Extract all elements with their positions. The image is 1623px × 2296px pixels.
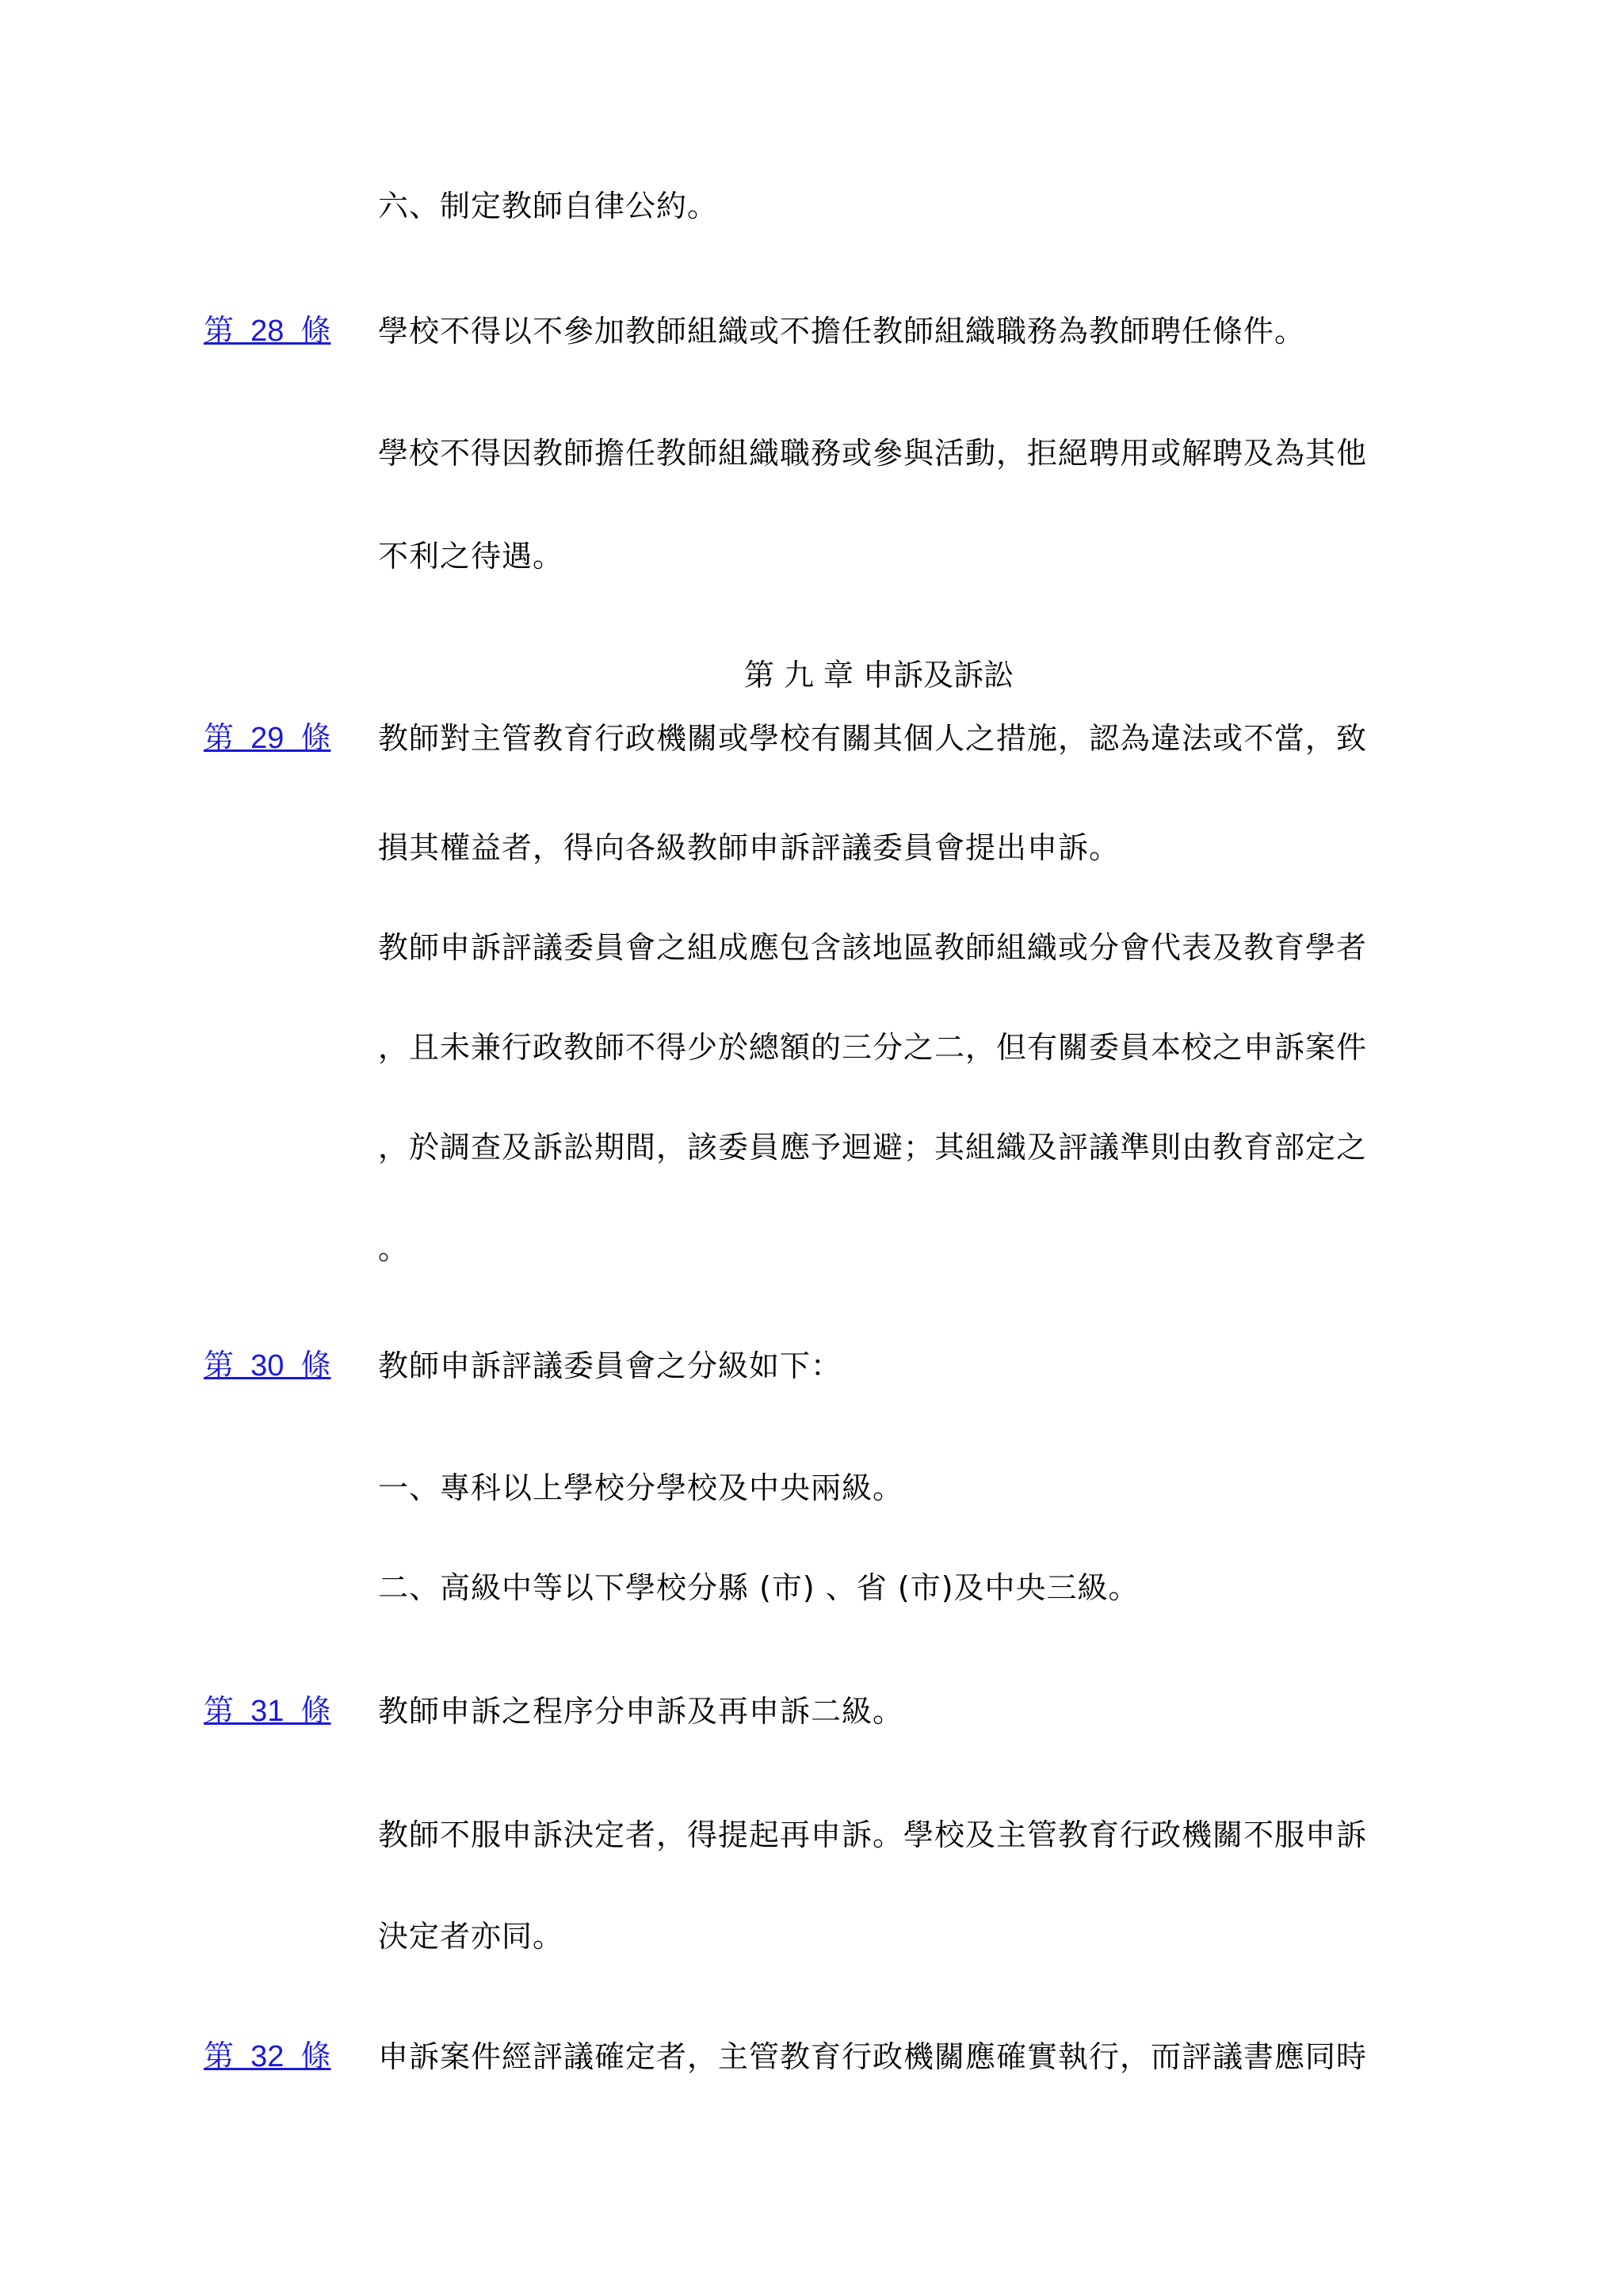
article-30-item-1: 一、專科以上學校分學校及中央兩級。 [378, 1470, 904, 1505]
article-29-link[interactable]: 第 29 條 [204, 722, 331, 755]
article-30-item-2: 二、高級中等以下學校分縣 (市) 、省 (市)及中央三級。 [378, 1570, 1140, 1605]
article-31-paragraph-1: 教師申訴之程序分申訴及再申訴二級。 [378, 1694, 904, 1729]
chapter-heading-text: 第 九 章 申訴及訴訟 [743, 658, 1014, 692]
article-28-paragraph-1: 學校不得以不參加教師組織或不擔任教師組織職務為教師聘任條件。 [378, 314, 1306, 349]
article-29-paragraph-2-line-4: 。 [378, 1231, 410, 1266]
article-29-paragraph-2-line-2: ，且未兼行政教師不得少於總額的三分之二，但有關委員本校之申訴案件 [378, 1030, 1368, 1065]
clause-6-text: 六、制定教師自律公約。 [378, 189, 719, 223]
article-29-paragraph-2-line-1: 教師申訴評議委員會之組成應包含該地區教師組織或分會代表及教育學者 [378, 930, 1368, 965]
article-29-paragraph-2-line-3: ，於調查及訴訟期間，該委員應予迴避；其組織及評議準則由教育部定之 [378, 1130, 1368, 1165]
article-32-paragraph-1: 申訴案件經評議確定者，主管教育行政機關應確實執行，而評議書應同時 [378, 2039, 1368, 2074]
article-30-link[interactable]: 第 30 條 [204, 1349, 331, 1383]
article-29-paragraph-1-line-2: 損其權益者，得向各級教師申訴評議委員會提出申訴。 [378, 830, 1121, 865]
article-29-paragraph-1-line-1: 教師對主管教育行政機關或學校有關其個人之措施，認為違法或不當，致 [378, 721, 1368, 756]
article-28-paragraph-2-line-1: 學校不得因教師擔任教師組織職務或參與活動，拒絕聘用或解聘及為其他 [378, 436, 1368, 471]
article-28-paragraph-2-line-2: 不利之待遇。 [378, 539, 564, 574]
article-30-intro: 教師申訴評議委員會之分級如下： [378, 1348, 842, 1383]
article-28-link[interactable]: 第 28 條 [204, 315, 331, 348]
article-31-link[interactable]: 第 31 條 [204, 1695, 331, 1728]
chapter-heading [0, 656, 1623, 694]
article-32-link[interactable]: 第 32 條 [204, 2040, 331, 2073]
article-31-paragraph-2-line-1: 教師不服申訴決定者，得提起再申訴。學校及主管教育行政機關不服申訴 [378, 1817, 1368, 1852]
article-31-paragraph-2-line-2: 決定者亦同。 [378, 1919, 564, 1954]
